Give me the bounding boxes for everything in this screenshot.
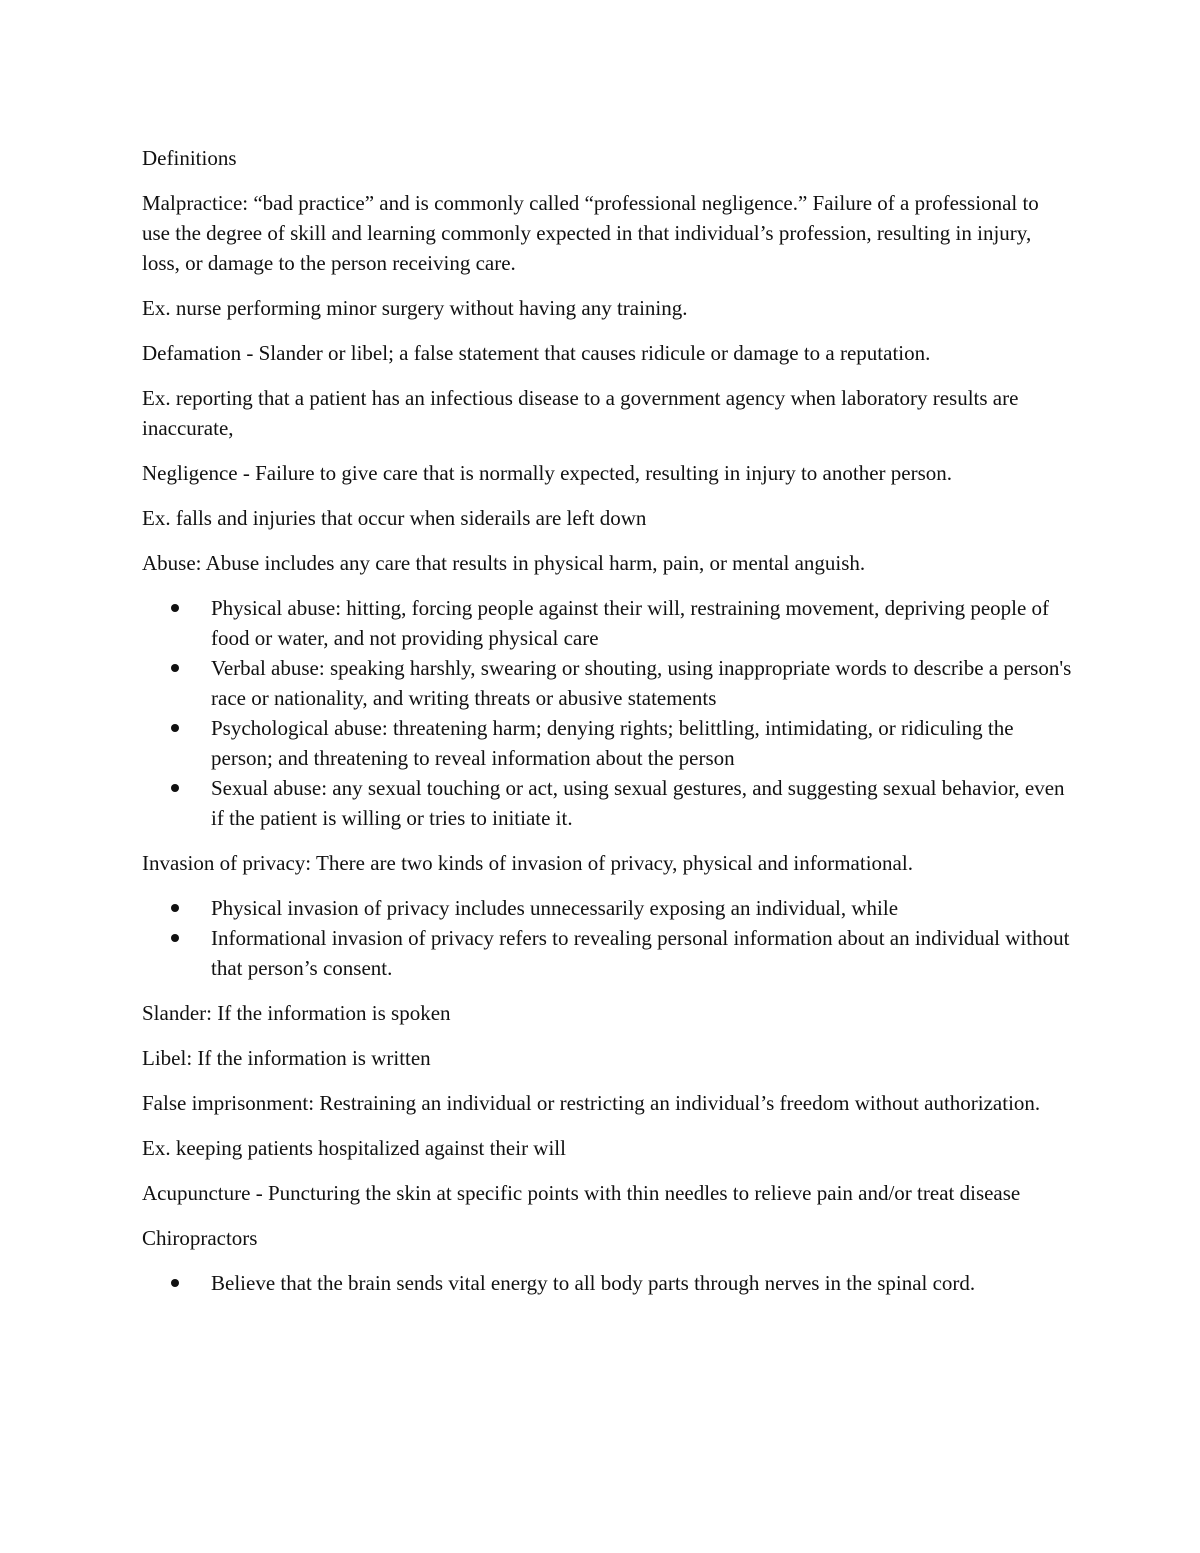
bullet-icon: [171, 784, 179, 792]
defamation-example: Ex. reporting that a patient has an infectious disease to a government agency when laboratory results are inaccurate,: [142, 386, 1019, 440]
list-item-text: Sexual abuse: any sexual touching or act, using sexual gestures, and suggesting sexual behavior, even if the patient is willing or tries to initiate it.: [211, 776, 1065, 830]
bullet-icon: [171, 664, 179, 672]
list-item: [142, 593, 1072, 653]
false-imprisonment-example: Ex. keeping patients hospitalized against their will: [142, 1136, 566, 1160]
list-item: [142, 893, 1072, 923]
malpractice-example: Ex. nurse performing minor surgery without having any training.: [142, 296, 688, 320]
bullet-icon: [171, 724, 179, 732]
libel-definition: Libel: If the information is written: [142, 1046, 431, 1070]
list-item-text: Verbal abuse: speaking harshly, swearing or shouting, using inappropriate words to describe a person's race or nationality, and writing threats or abusive statements: [211, 656, 1072, 710]
invasion-of-privacy-definition: Invasion of privacy: There are two kinds of invasion of privacy, physical and informational.: [142, 851, 913, 875]
invasion-list: [142, 893, 1072, 983]
list-item: [142, 653, 1072, 713]
abuse-definition: Abuse: Abuse includes any care that results in physical harm, pain, or mental anguish.: [142, 551, 866, 575]
list-item-text: Psychological abuse: threatening harm; denying rights; belittling, intimidating, or ridiculing the person; and threatening to reveal information about the person: [211, 716, 1014, 770]
bullet-icon: [171, 604, 179, 612]
document-body: [142, 143, 1072, 1313]
chiropractors-heading: Chiropractors: [142, 1226, 258, 1250]
defamation-definition: Defamation - Slander or libel; a false statement that causes ridicule or damage to a reputation.: [142, 341, 931, 365]
abuse-list: [142, 593, 1072, 833]
section-heading: Definitions: [142, 146, 237, 170]
list-item: [142, 923, 1072, 983]
negligence-example: Ex. falls and injuries that occur when siderails are left down: [142, 506, 647, 530]
bullet-icon: [171, 904, 179, 912]
list-item-text: Physical abuse: hitting, forcing people against their will, restraining movement, depriving people of food or water, and not providing physical care: [211, 596, 1050, 650]
list-item: [142, 1268, 1072, 1298]
list-item: [142, 713, 1072, 773]
malpractice-definition: Malpractice: “bad practice” and is commonly called “professional negligence.” Failure of a professional to use the degree of skill and learning commonly expected in that individual’s profession, resulting in injury, loss, or damage to the person receiving care.: [142, 191, 1039, 275]
false-imprisonment-definition: False imprisonment: Restraining an individual or restricting an individual’s freedom without authorization.: [142, 1091, 1041, 1115]
list-item-text: Believe that the brain sends vital energy to all body parts through nerves in the spinal cord.: [211, 1271, 976, 1295]
slander-definition: Slander: If the information is spoken: [142, 1001, 451, 1025]
bullet-icon: [171, 1279, 179, 1287]
list-item: [142, 773, 1072, 833]
chiropractors-list: [142, 1268, 1072, 1298]
acupuncture-definition: Acupuncture - Puncturing the skin at specific points with thin needles to relieve pain and/or treat disease: [142, 1181, 1021, 1205]
bullet-icon: [171, 934, 179, 942]
list-item-text: Physical invasion of privacy includes unnecessarily exposing an individual, while: [211, 896, 899, 920]
negligence-definition: Negligence - Failure to give care that is normally expected, resulting in injury to another person.: [142, 461, 952, 485]
list-item-text: Informational invasion of privacy refers to revealing personal information about an individual without that person’s consent.: [211, 926, 1070, 980]
